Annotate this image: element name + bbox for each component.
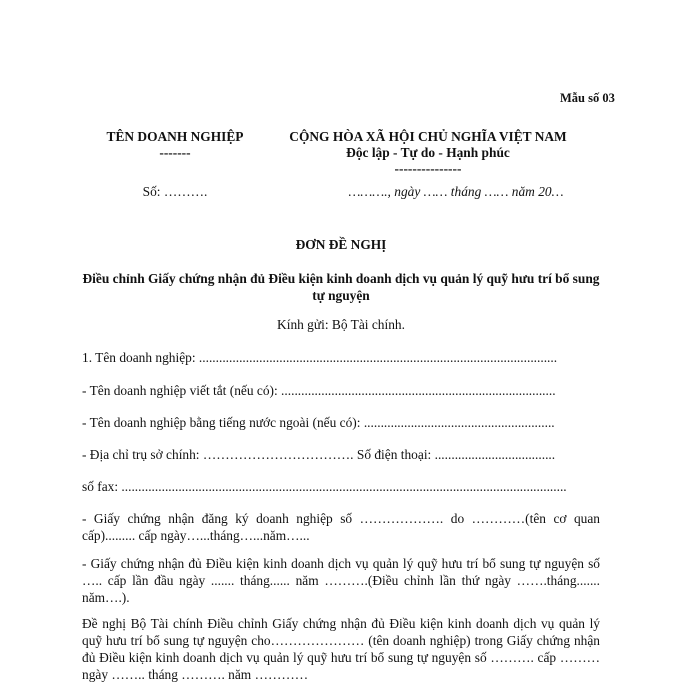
company-label: TÊN DOANH NGHIỆP <box>106 129 244 144</box>
field-company-foreign-name: - Tên doanh nghiệp bằng tiếng nước ngoài (nếu có): ......................................................... <box>82 415 555 430</box>
paragraph-request: Đề nghị Bộ Tài chính Điều chỉnh Giấy chứng nhận đủ Điều kiện kinh doanh dịch vụ quản lý quỹ hưu trí bổ sung tự nguyện cho………………… (tên doanh nghiệp) trong Giấy chứng nhận đủ Điều kiện kinh doanh dịch vụ quản lý quỹ hưu trí bổ sung tự nguyện số ………. cấp ……… ngày …….. tháng ………. năm ………… <box>82 616 600 682</box>
form-code: Mẫu số 03 <box>560 91 615 105</box>
field-company-name: 1. Tên doanh nghiệp: ........................................................................................................... <box>82 350 558 365</box>
document-subtitle: Điều chỉnh Giấy chứng nhận đủ Điều kiện kinh doanh dịch vụ quản lý quỹ hưu trí bổ sung tự nguyện <box>82 271 600 303</box>
field-fax: số fax: ..................................................................................................................................... <box>82 479 567 494</box>
document-date: ………., ngày …… tháng …… năm 20… <box>348 184 564 199</box>
field-company-short-name: - Tên doanh nghiệp viết tắt (nếu có): .................................................................................. <box>82 383 556 398</box>
field-headquarters-address: - Địa chỉ trụ sở chính: ……………………………. Số điện thoại: .................................... <box>82 447 556 462</box>
nation-title: CỘNG HÒA XÃ HỘI CHỦ NGHĨA VIỆT NAM <box>289 129 567 144</box>
paragraph-business-registration: - Giấy chứng nhận đăng ký doanh nghiệp số ………………. do …………(tên cơ quan cấp)......... cấp ngày…...tháng…...năm…... <box>82 511 600 543</box>
company-divider: ------- <box>159 145 191 160</box>
paragraph-eligibility-certificate: - Giấy chứng nhận đủ Điều kiện kinh doanh dịch vụ quản lý quỹ hưu trí bổ sung tự nguyện số ….. cấp lần đầu ngày ....... tháng...... năm ……….(Điều chỉnh lần thứ ngày …….tháng....... năm….). <box>82 556 600 605</box>
document-title: ĐƠN ĐỀ NGHỊ <box>295 237 387 252</box>
motto-divider: --------------- <box>394 161 462 176</box>
recipient-line: Kính gửi: Bộ Tài chính. <box>277 317 405 332</box>
motto: Độc lập - Tự do - Hạnh phúc <box>346 145 510 160</box>
document-number: Số: ………. <box>142 184 208 199</box>
